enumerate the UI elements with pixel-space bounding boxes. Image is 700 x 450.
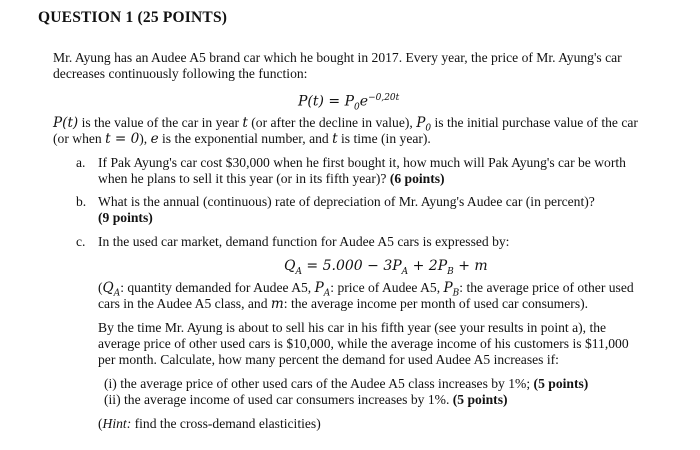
cdef-q: Q [102,280,114,296]
def-text-1: is the value of the car in year [78,115,243,130]
cdef-pb: P [443,280,453,296]
item-b-points: (9 points) [98,210,153,225]
item-a-line-2 [98,171,445,187]
cdef2-text-2: : the average income per month of used car consumers). [283,296,589,311]
item-c-paragraph-line-1: By the time Mr. Ayung is about to sell his car in his fifth year (see your results in point a), the [98,320,607,335]
formula-exponent: −0,20t [368,93,400,103]
item-a-label: a. [76,155,86,170]
cdef-pb-sub: B [452,288,460,299]
intro-line-1: Mr. Ayung has an Audee A5 brand car which he bought in 2017. Every year, the price of Mr. Ayung's car [53,50,622,65]
sub-item-ii-text: (ii) the average income of used car consumers increases by 1%. [104,392,453,407]
demand-part-1: = 5.000 − 3P [301,258,402,274]
sub-item-i-text: (i) the average price of other used cars of the Audee A5 class increases by 1%; [104,376,534,391]
def2-text-2: ), [139,131,151,146]
formula-sub: 0 [354,102,360,113]
hint-label: Hint: [102,416,132,431]
cdef-text-2: : price of Audee A5, [330,280,444,295]
sub-item-ii-points: (5 points) [452,392,508,407]
def-text-2: (or after the decline in value), [247,115,417,130]
item-a-points: (6 points) [389,171,445,186]
cdef2-text-1: cars in the Audee A5 class, and [98,296,271,311]
demand-function-formula [284,258,488,280]
intro-line-2: decreases continuously following the function: [53,66,308,81]
item-c-paragraph-line-2: average price of other used cars is $10,000, while the average income of his customers is $11,000 [98,336,629,351]
sub-item-i-points: (5 points) [533,376,589,391]
demand-pb-sub: B [447,266,454,277]
cdef-text-1: : quantity demanded for Audee A5, [120,280,315,295]
def-pt: P(t) [53,115,79,131]
formula-lhs: P(t) = P [298,93,355,110]
item-c-definitions-line-2 [98,296,588,312]
demand-q-sub: A [295,266,302,277]
cdef-q-sub: A [113,288,121,299]
cdef-open: ( [98,280,103,295]
item-a-line-1: If Pak Ayung's car cost $30,000 when he first bought it, how much will Pak Ayung's car be worth [98,155,626,170]
price-function-formula [298,90,399,115]
cdef-pa: P [314,280,324,296]
def-text-3: is the initial purchase value of the car [431,115,638,130]
def-p0: P [416,115,426,131]
def2-text-1: (or when [53,131,106,146]
def-t: t [242,115,248,131]
cdef2-m: m [270,296,284,312]
hint-line [98,416,321,432]
def2-text-4: is time (in year). [337,131,431,146]
cdef-pa-sub: A [323,288,331,299]
item-a-text: when he plans to sell it this year (or in its fifth year)? [98,171,390,186]
sub-item-i [104,376,588,392]
sub-item-ii [104,392,508,408]
def-p0-sub: 0 [425,123,432,134]
item-c-paragraph-line-3: per month. Calculate, how many percent the demand for used Audee A5 increases if: [98,352,559,367]
cdef-text-3: : the average price of other used [459,280,634,295]
item-b-label: b. [76,194,87,209]
def2-text-3: is the exponential number, and [158,131,333,146]
item-c-label: c. [76,234,86,249]
def2-e: e [150,131,159,147]
demand-q: Q [284,258,296,274]
question-heading: QUESTION 1 (25 POINTS) [38,9,228,26]
formula-e: e [359,93,369,110]
definition-line-2 [53,131,431,147]
item-b-line-1: What is the annual (continuous) rate of depreciation of Mr. Ayung's Audee car (in percent)? [98,194,595,209]
item-c-line-1: In the used car market, demand function for Audee A5 cars is expressed by: [98,234,510,249]
hint-open: ( [98,416,103,431]
def2-t0: t = 0 [105,131,140,147]
def2-t: t [332,131,338,147]
demand-part-3: + m [453,258,488,274]
demand-pa-sub: A [401,266,409,277]
hint-text: find the cross-demand elasticities) [131,416,321,431]
demand-part-2: + 2P [408,258,448,274]
